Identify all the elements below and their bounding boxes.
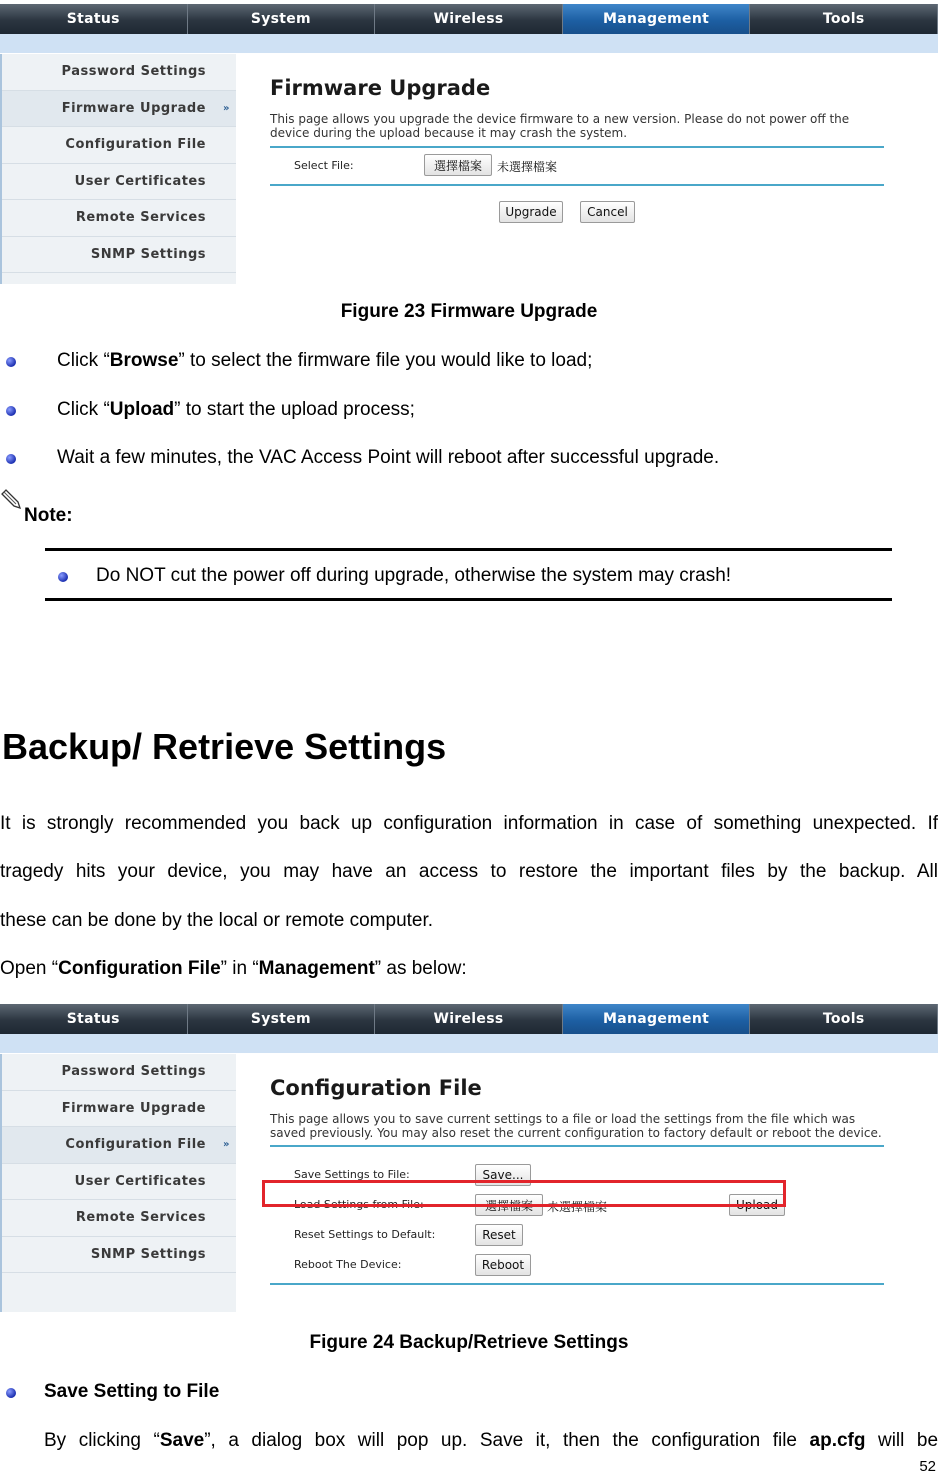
open-text-post: ” as below:: [374, 958, 467, 979]
bullet-icon: [58, 572, 68, 582]
cancel-button[interactable]: Cancel: [580, 201, 635, 223]
sidebar-item-label: Password Settings: [61, 1064, 206, 1080]
page-number: 52: [919, 1458, 936, 1475]
open-text-bold-2: Management: [258, 958, 375, 979]
figure-24-caption: Figure 24 Backup/Retrieve Settings: [309, 1332, 629, 1353]
sidebar-item-label: Firmware Upgrade: [61, 100, 206, 116]
step-text-post: ” to start the upload process;: [174, 399, 415, 420]
sidebar-item-label: Remote Services: [75, 210, 206, 226]
paragraph-line-2: tragedy hits your device, you may have an access to restore the important files by the backup. All: [0, 861, 938, 882]
nav-tab-management[interactable]: Management: [563, 4, 751, 34]
save-text-pre: By clicking “: [44, 1430, 160, 1451]
save-text-mid: ”, a dialog box will pop up. Save it, then the configuration file: [204, 1430, 810, 1451]
step-text: [57, 447, 719, 469]
panel-title: Configuration File: [270, 1076, 482, 1100]
reboot-device-label: Reboot The Device:: [294, 1258, 402, 1271]
sidebar-item-remote-services[interactable]: [2, 1200, 236, 1237]
step-text-bold: Upload: [109, 399, 175, 420]
step-text: [57, 350, 592, 372]
panel-title: Firmware Upgrade: [270, 76, 491, 100]
action-buttons-row: [270, 186, 884, 230]
bullet-icon: [6, 454, 16, 464]
section-heading: Backup/ Retrieve Settings: [2, 726, 447, 767]
save-button[interactable]: Save...: [475, 1164, 531, 1186]
sidebar-item-password-settings[interactable]: [2, 54, 236, 91]
step-text-pre: Wait a few minutes, the VAC Access Point will reboot after successful upgrade.: [57, 447, 720, 468]
step-wait: [0, 447, 938, 471]
sidebar-item-label: SNMP Settings: [90, 1246, 206, 1262]
sidebar-item-snmp-settings[interactable]: [2, 237, 236, 274]
reset-settings-row: [270, 1220, 884, 1250]
step-text: [57, 399, 415, 421]
nav-tab-system[interactable]: System: [188, 4, 376, 34]
sub-nav-bar: [0, 1034, 938, 1053]
nav-tab-tools[interactable]: Tools: [750, 1004, 938, 1034]
sidebar-item-user-certificates[interactable]: [2, 164, 236, 201]
save-text-bold: Save: [159, 1430, 205, 1451]
nav-tab-system[interactable]: System: [188, 1004, 376, 1034]
open-text-bold-1: Configuration File: [58, 958, 221, 979]
sidebar-menu: [0, 1054, 236, 1312]
step-text-pre: Click “: [57, 399, 110, 420]
nav-tab-status[interactable]: Status: [0, 4, 188, 34]
save-setting-title: Save Setting to File: [44, 1381, 220, 1402]
sidebar-item-snmp-settings[interactable]: [2, 1237, 236, 1274]
save-row-highlight: [262, 1180, 786, 1207]
divider: [270, 1283, 884, 1285]
nav-tab-wireless[interactable]: Wireless: [375, 1004, 563, 1034]
sidebar-item-password-settings[interactable]: [2, 1054, 236, 1091]
nav-tab-tools[interactable]: Tools: [750, 4, 938, 34]
nav-tab-status[interactable]: Status: [0, 1004, 188, 1034]
pencil-icon: [0, 488, 24, 512]
firmware-upgrade-screenshot: [0, 0, 938, 284]
double-chevron-right-icon: »: [223, 102, 230, 114]
no-file-chosen-text: 未選擇檔案: [547, 1200, 608, 1214]
bullet-icon: [6, 406, 16, 416]
save-text-bold-2: ap.cfg: [809, 1430, 866, 1451]
top-nav-bar: [0, 4, 938, 34]
sidebar-menu: [0, 54, 236, 284]
reboot-button[interactable]: Reboot: [475, 1254, 531, 1276]
sidebar-item-firmware-upgrade[interactable]: [2, 91, 236, 128]
sidebar-item-firmware-upgrade[interactable]: [2, 1091, 236, 1128]
sub-nav-bar: [0, 34, 938, 53]
sidebar-item-configuration-file[interactable]: [2, 127, 236, 164]
bullet-icon: [6, 357, 16, 367]
panel-description: This page allows you upgrade the device firmware to a new version. Please do not power off the device during the upload because it may crash the system.: [270, 112, 850, 140]
select-file-row: [270, 148, 884, 184]
save-text-post: will be: [865, 1430, 938, 1451]
sidebar-item-label: User Certificates: [74, 1173, 206, 1189]
panel-description: This page allows you to save current settings to a file or load the settings from the file which was saved previously. You may also reset the current configuration to factory default or reboot the device.: [270, 1112, 882, 1140]
sidebar-item-label: Password Settings: [61, 64, 206, 80]
load-settings-label: Load Settings from File:: [294, 1198, 424, 1211]
save-setting-text: [44, 1430, 938, 1452]
note-text: Do NOT cut the power off during upgrade, otherwise the system may crash!: [96, 565, 732, 586]
save-settings-label: Save Settings to File:: [294, 1168, 410, 1181]
reset-settings-label: Reset Settings to Default:: [294, 1228, 436, 1241]
bullet-icon: [6, 1388, 16, 1398]
paragraph-line-3: these can be done by the local or remote computer.: [0, 910, 434, 931]
upgrade-button[interactable]: Upgrade: [499, 201, 563, 223]
open-instruction: [0, 958, 938, 980]
step-text-bold: Browse: [109, 350, 179, 371]
step-text-pre: Click “: [57, 350, 110, 371]
sidebar-item-label: SNMP Settings: [90, 246, 206, 262]
upload-button[interactable]: Upload: [729, 1194, 785, 1216]
divider: [270, 1145, 884, 1147]
step-upload: [0, 399, 938, 423]
browse-button[interactable]: 選擇檔案: [424, 154, 492, 176]
select-file-label: Select File:: [294, 159, 354, 172]
sidebar-item-remote-services[interactable]: [2, 200, 236, 237]
nav-tab-management[interactable]: Management: [563, 1004, 751, 1034]
nav-tab-wireless[interactable]: Wireless: [375, 4, 563, 34]
browse-button[interactable]: 選擇檔案: [475, 1194, 543, 1216]
save-setting-heading: [0, 1381, 938, 1405]
open-text-mid: ” in “: [220, 958, 259, 979]
sidebar-item-user-certificates[interactable]: [2, 1164, 236, 1201]
sidebar-item-label: User Certificates: [74, 173, 206, 189]
reset-button[interactable]: Reset: [475, 1224, 523, 1246]
figure-23-caption: Figure 23 Firmware Upgrade: [340, 301, 598, 322]
firmware-upgrade-panel: [270, 76, 884, 230]
sidebar-item-label: Configuration File: [65, 1137, 206, 1153]
open-text-pre: Open “: [0, 958, 59, 979]
sidebar-item-label: Remote Services: [75, 1210, 206, 1226]
top-nav-bar: [0, 1004, 938, 1034]
sidebar-item-label: Firmware Upgrade: [61, 1100, 206, 1116]
note-label: Note:: [24, 505, 73, 526]
paragraph-line-1: It is strongly recommended you back up configuration information in case of something unexpected. If: [0, 813, 938, 834]
sidebar-item-label: Configuration File: [65, 137, 206, 153]
configuration-file-screenshot: [0, 1000, 938, 1312]
note-box: [45, 548, 892, 601]
sidebar-item-configuration-file[interactable]: [2, 1127, 236, 1164]
double-chevron-right-icon: »: [223, 1139, 230, 1151]
step-browse: [0, 350, 938, 374]
reboot-device-row: [270, 1250, 884, 1280]
no-file-chosen-text: 未選擇檔案: [497, 160, 558, 174]
step-text-post: ” to select the firmware file you would like to load;: [178, 350, 593, 371]
